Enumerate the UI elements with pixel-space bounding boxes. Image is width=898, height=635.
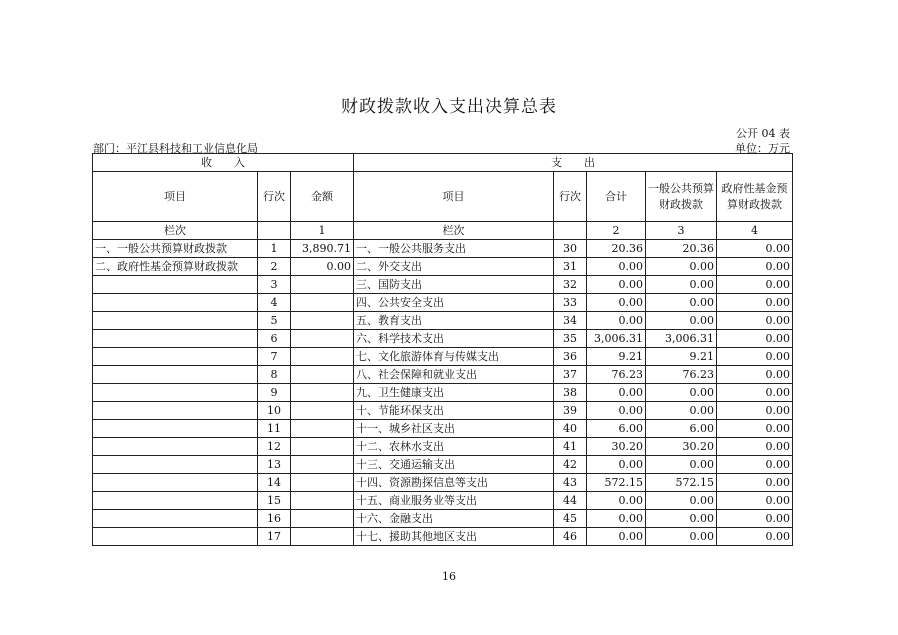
- column-header-row: [93, 172, 793, 222]
- general-amount: 30.20: [646, 438, 717, 456]
- expense-row-no: 30: [554, 240, 587, 258]
- col-gov-fund: 政府性基金预算财政拨款: [717, 172, 793, 222]
- gov-fund-amount: 0.00: [717, 510, 793, 528]
- total-amount: 0.00: [587, 402, 646, 420]
- table-row: [93, 240, 793, 258]
- total-amount: 0.00: [587, 258, 646, 276]
- income-row-no: 16: [258, 510, 291, 528]
- gov-fund-amount: 0.00: [717, 312, 793, 330]
- income-amount: [291, 528, 354, 546]
- income-item: [93, 384, 258, 402]
- col-item: 项目: [93, 172, 258, 222]
- table-row: [93, 366, 793, 384]
- expense-item: 十一、城乡社区支出: [354, 420, 554, 438]
- col-row-no: 行次: [258, 172, 291, 222]
- gov-fund-amount: 0.00: [717, 420, 793, 438]
- gov-fund-amount: 0.00: [717, 294, 793, 312]
- income-amount: [291, 330, 354, 348]
- expense-row-no: 35: [554, 330, 587, 348]
- expense-row-no: 32: [554, 276, 587, 294]
- income-amount: [291, 456, 354, 474]
- income-amount: [291, 276, 354, 294]
- table-row: [93, 528, 793, 546]
- budget-table: [92, 153, 793, 546]
- table-row: [93, 384, 793, 402]
- expense-row-no: 31: [554, 258, 587, 276]
- expense-header: 支 出: [354, 154, 793, 172]
- general-amount: 0.00: [646, 312, 717, 330]
- total-amount: 572.15: [587, 474, 646, 492]
- expense-item: 九、卫生健康支出: [354, 384, 554, 402]
- table-row: [93, 276, 793, 294]
- total-amount: 9.21: [587, 348, 646, 366]
- expense-row-no: 34: [554, 312, 587, 330]
- col-amount: 金额: [291, 172, 354, 222]
- income-amount: [291, 474, 354, 492]
- general-amount: 0.00: [646, 384, 717, 402]
- expense-row-no: 36: [554, 348, 587, 366]
- table-row: [93, 330, 793, 348]
- income-row-no: 3: [258, 276, 291, 294]
- expense-row-no: 42: [554, 456, 587, 474]
- column-index-row: [93, 222, 793, 240]
- table-row: [93, 492, 793, 510]
- unit-label: 单位：万元: [735, 142, 790, 155]
- expense-row-no: 46: [554, 528, 587, 546]
- income-row-no: 5: [258, 312, 291, 330]
- expense-item: 四、公共安全支出: [354, 294, 554, 312]
- total-amount: 0.00: [587, 312, 646, 330]
- total-amount: 30.20: [587, 438, 646, 456]
- income-item: [93, 348, 258, 366]
- expense-row-no: 45: [554, 510, 587, 528]
- income-row-no: 9: [258, 384, 291, 402]
- table-row: [93, 456, 793, 474]
- income-item: [93, 492, 258, 510]
- gov-fund-amount: 0.00: [717, 384, 793, 402]
- table-row: [93, 294, 793, 312]
- general-amount: 572.15: [646, 474, 717, 492]
- col-index-3: 3: [646, 222, 717, 240]
- gov-fund-amount: 0.00: [717, 474, 793, 492]
- income-item: [93, 402, 258, 420]
- income-row-no: 15: [258, 492, 291, 510]
- expense-row-no: 38: [554, 384, 587, 402]
- table-row: [93, 258, 793, 276]
- expense-row-no: 44: [554, 492, 587, 510]
- expense-item: 八、社会保障和就业支出: [354, 366, 554, 384]
- income-item: [93, 438, 258, 456]
- income-amount: [291, 348, 354, 366]
- income-amount: [291, 510, 354, 528]
- income-item: [93, 456, 258, 474]
- gov-fund-amount: 0.00: [717, 366, 793, 384]
- expense-item: 十、节能环保支出: [354, 402, 554, 420]
- general-amount: 0.00: [646, 402, 717, 420]
- income-item: [93, 294, 258, 312]
- expense-item: 一、一般公共服务支出: [354, 240, 554, 258]
- col-total: 合计: [587, 172, 646, 222]
- income-amount: [291, 384, 354, 402]
- expense-item: 十七、援助其他地区支出: [354, 528, 554, 546]
- col-index-2: 2: [587, 222, 646, 240]
- col-label2: 栏次: [354, 222, 554, 240]
- table-row: [93, 474, 793, 492]
- total-amount: 3,006.31: [587, 330, 646, 348]
- total-amount: 0.00: [587, 492, 646, 510]
- expense-row-no: 43: [554, 474, 587, 492]
- income-item: [93, 510, 258, 528]
- expense-item: 六、科学技术支出: [354, 330, 554, 348]
- total-amount: 0.00: [587, 510, 646, 528]
- table-row: [93, 312, 793, 330]
- col-item2: 项目: [354, 172, 554, 222]
- total-amount: 76.23: [587, 366, 646, 384]
- general-amount: 0.00: [646, 510, 717, 528]
- income-amount: [291, 366, 354, 384]
- col-label: 栏次: [93, 222, 258, 240]
- gov-fund-amount: 0.00: [717, 438, 793, 456]
- income-amount: [291, 402, 354, 420]
- income-row-no: 8: [258, 366, 291, 384]
- gov-fund-amount: 0.00: [717, 528, 793, 546]
- total-amount: 20.36: [587, 240, 646, 258]
- income-row-no: 11: [258, 420, 291, 438]
- income-item: [93, 312, 258, 330]
- table-row: [93, 510, 793, 528]
- income-row-no: 10: [258, 402, 291, 420]
- income-row-no: 17: [258, 528, 291, 546]
- gov-fund-amount: 0.00: [717, 330, 793, 348]
- income-row-no: 2: [258, 258, 291, 276]
- expense-item: 三、国防支出: [354, 276, 554, 294]
- table-row: [93, 420, 793, 438]
- table-code: 公开 04 表: [736, 127, 790, 140]
- expense-item: 十五、商业服务业等支出: [354, 492, 554, 510]
- col-general: 一般公共预算财政拨款: [646, 172, 717, 222]
- income-item: [93, 366, 258, 384]
- income-item: [93, 276, 258, 294]
- expense-row-no: 33: [554, 294, 587, 312]
- income-row-no: 7: [258, 348, 291, 366]
- income-amount: [291, 420, 354, 438]
- total-amount: 0.00: [587, 276, 646, 294]
- expense-item: 七、文化旅游体育与传媒支出: [354, 348, 554, 366]
- page-title: 财政拨款收入支出决算总表: [341, 97, 557, 117]
- table-row: [93, 438, 793, 456]
- expense-item: 十四、资源勘探信息等支出: [354, 474, 554, 492]
- page-number: 16: [442, 570, 456, 583]
- income-item: [93, 330, 258, 348]
- total-amount: 0.00: [587, 384, 646, 402]
- gov-fund-amount: 0.00: [717, 258, 793, 276]
- income-amount: 3,890.71: [291, 240, 354, 258]
- table-row: [93, 348, 793, 366]
- gov-fund-amount: 0.00: [717, 492, 793, 510]
- gov-fund-amount: 0.00: [717, 240, 793, 258]
- income-amount: [291, 492, 354, 510]
- expense-row-no: 40: [554, 420, 587, 438]
- general-amount: 0.00: [646, 294, 717, 312]
- expense-item: 二、外交支出: [354, 258, 554, 276]
- general-amount: 9.21: [646, 348, 717, 366]
- col-index-1: 1: [291, 222, 354, 240]
- income-row-no: 1: [258, 240, 291, 258]
- expense-row-no: 37: [554, 366, 587, 384]
- department-label: 部门：平江县科技和工业信息化局: [93, 142, 258, 155]
- total-amount: 6.00: [587, 420, 646, 438]
- general-amount: 0.00: [646, 276, 717, 294]
- income-amount: [291, 438, 354, 456]
- income-amount: [291, 312, 354, 330]
- income-amount: [291, 294, 354, 312]
- general-amount: 20.36: [646, 240, 717, 258]
- general-amount: 0.00: [646, 456, 717, 474]
- income-row-no: 13: [258, 456, 291, 474]
- income-amount: 0.00: [291, 258, 354, 276]
- income-row-no: 6: [258, 330, 291, 348]
- expense-row-no: 41: [554, 438, 587, 456]
- total-amount: 0.00: [587, 528, 646, 546]
- col-row-no2: 行次: [554, 172, 587, 222]
- expense-item: 十三、交通运输支出: [354, 456, 554, 474]
- expense-row-no: 39: [554, 402, 587, 420]
- income-item: [93, 474, 258, 492]
- gov-fund-amount: 0.00: [717, 276, 793, 294]
- expense-item: 十六、金融支出: [354, 510, 554, 528]
- total-amount: 0.00: [587, 456, 646, 474]
- income-row-no: 14: [258, 474, 291, 492]
- gov-fund-amount: 0.00: [717, 456, 793, 474]
- general-amount: 0.00: [646, 492, 717, 510]
- general-amount: 0.00: [646, 528, 717, 546]
- income-row-no: 12: [258, 438, 291, 456]
- table-row: [93, 402, 793, 420]
- section-header-row: [93, 154, 793, 172]
- expense-item: 五、教育支出: [354, 312, 554, 330]
- gov-fund-amount: 0.00: [717, 402, 793, 420]
- income-item: 二、政府性基金预算财政拨款: [93, 258, 258, 276]
- col-index-4: 4: [717, 222, 793, 240]
- income-item: 一、一般公共预算财政拨款: [93, 240, 258, 258]
- general-amount: 76.23: [646, 366, 717, 384]
- income-row-no: 4: [258, 294, 291, 312]
- gov-fund-amount: 0.00: [717, 348, 793, 366]
- general-amount: 0.00: [646, 258, 717, 276]
- income-header: 收 入: [93, 154, 354, 172]
- general-amount: 6.00: [646, 420, 717, 438]
- general-amount: 3,006.31: [646, 330, 717, 348]
- expense-item: 十二、农林水支出: [354, 438, 554, 456]
- income-item: [93, 528, 258, 546]
- income-item: [93, 420, 258, 438]
- total-amount: 0.00: [587, 294, 646, 312]
